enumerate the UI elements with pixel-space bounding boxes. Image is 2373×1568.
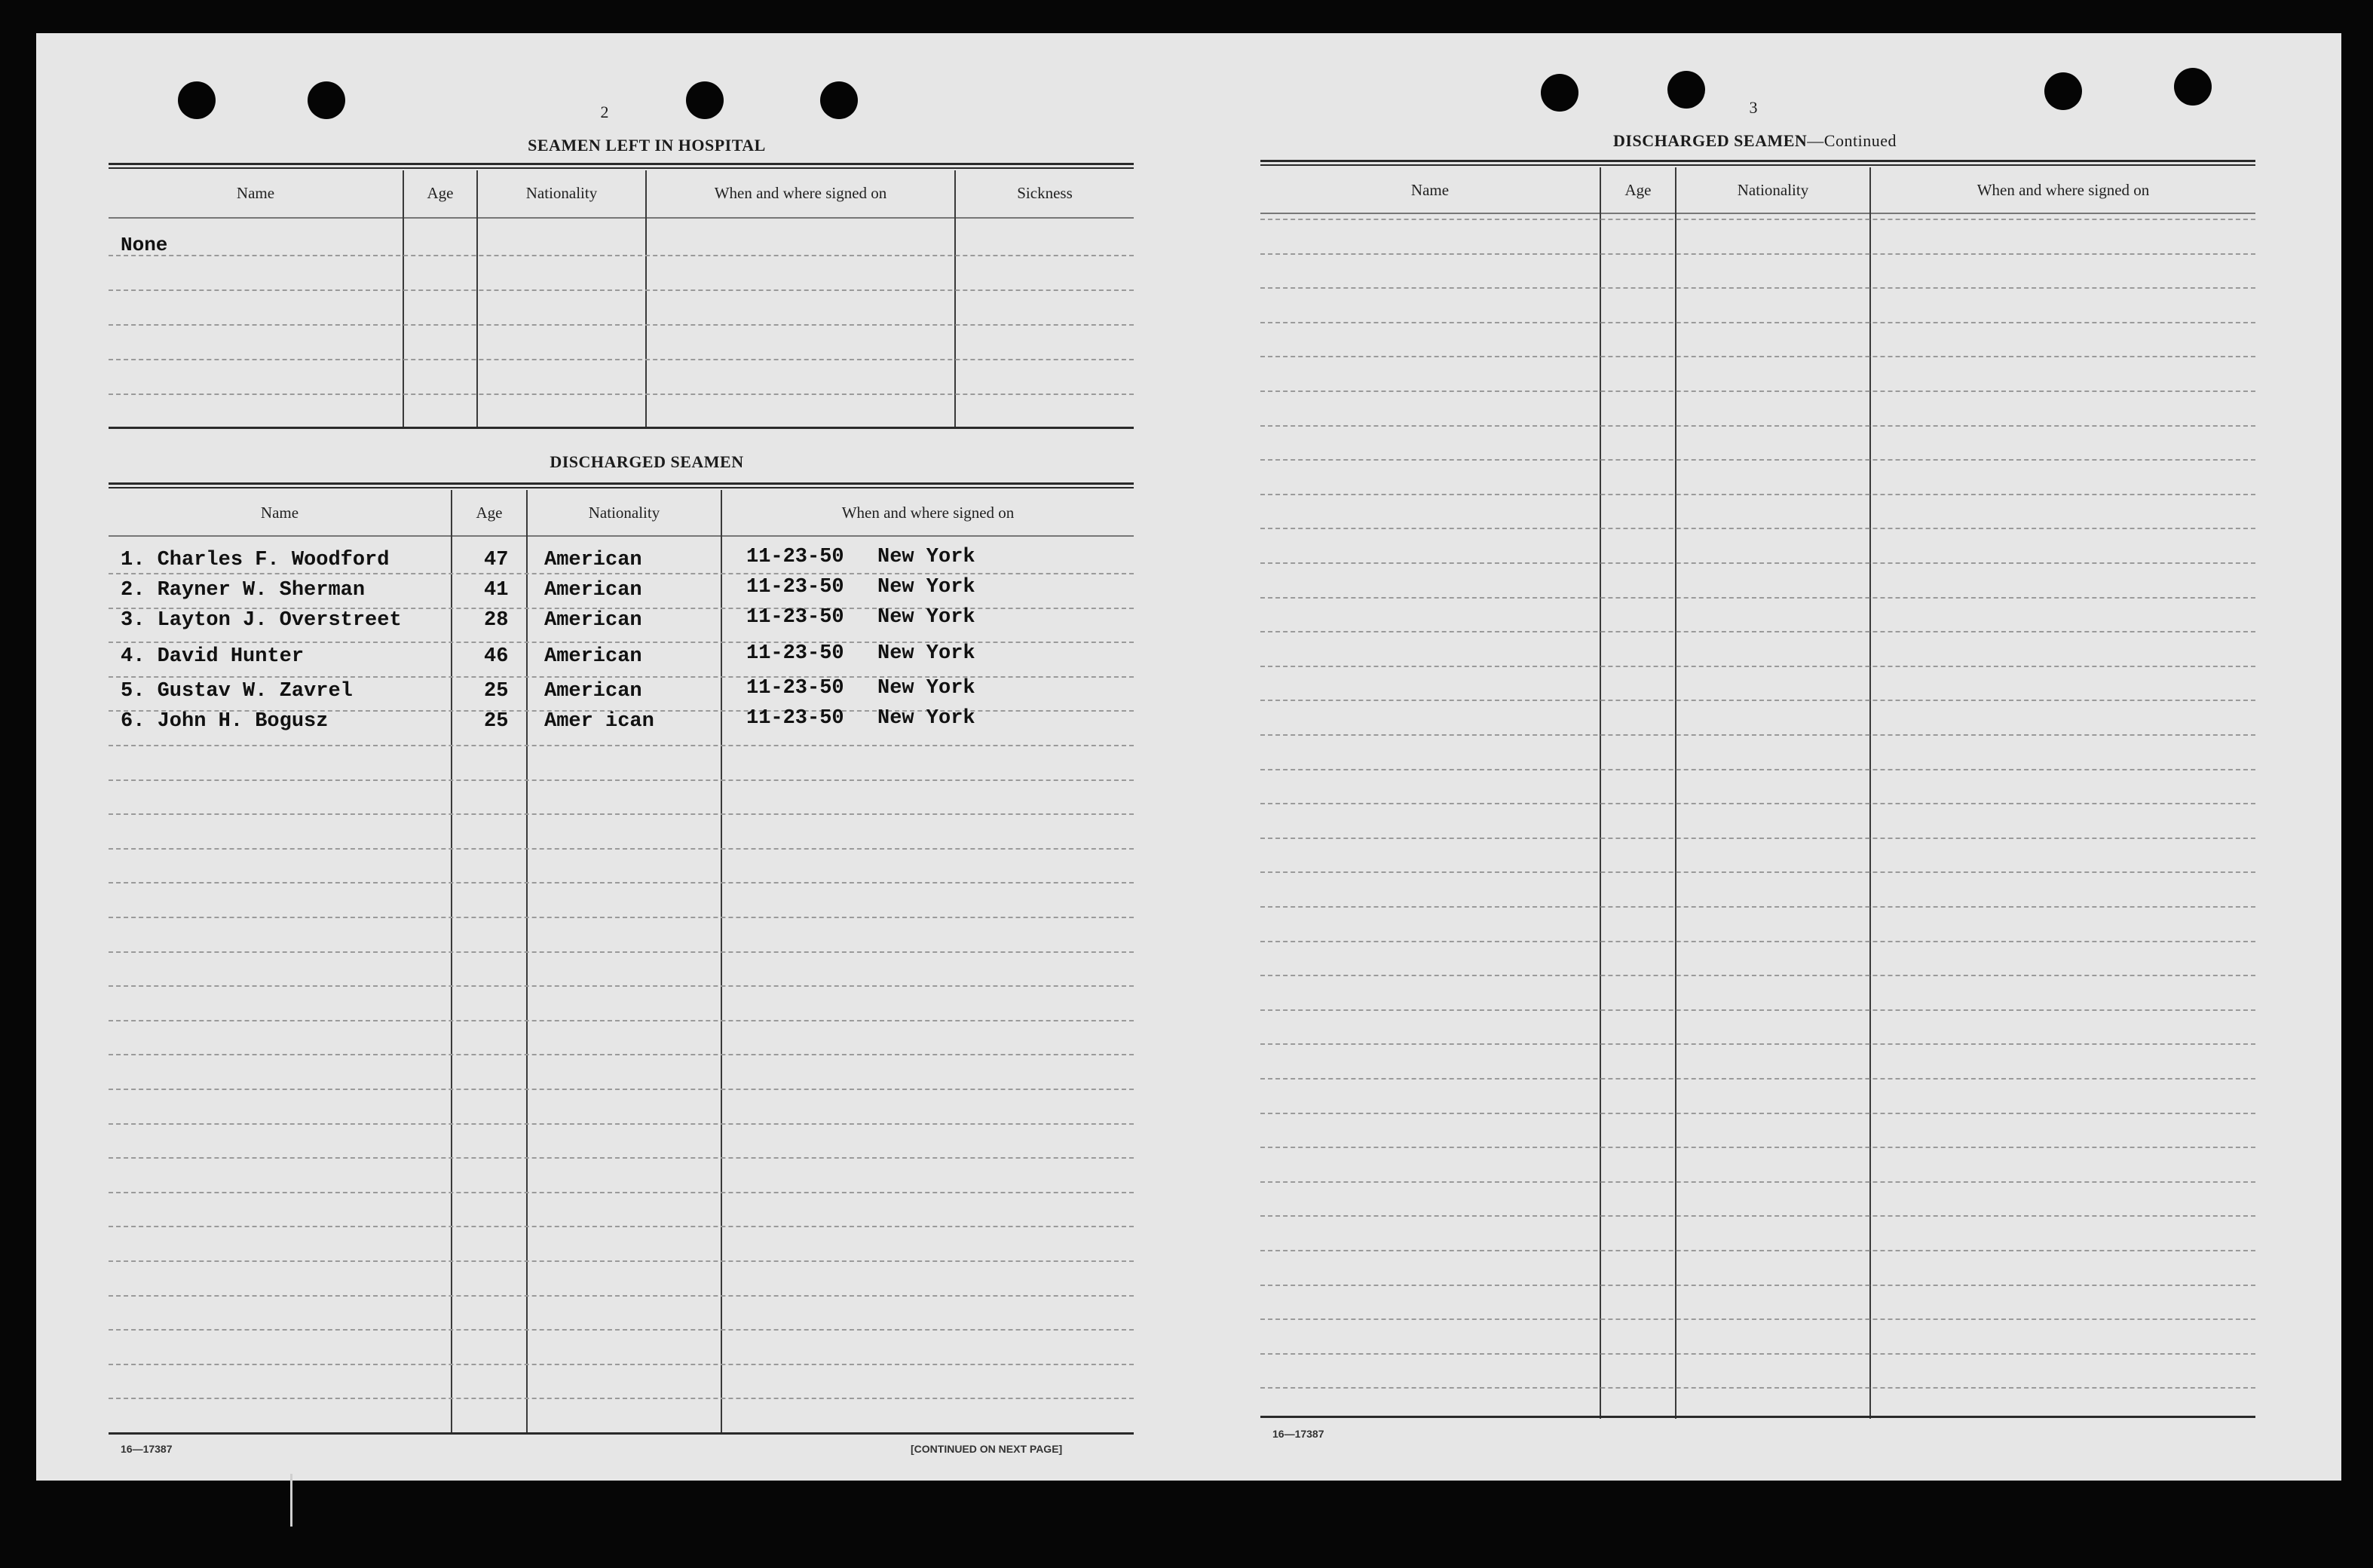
seaman-name: 3. Layton J. Overstreet (121, 609, 402, 632)
seaman-age: 41 (484, 579, 509, 602)
seaman-age: 46 (484, 645, 509, 668)
ruled-line (1260, 528, 2255, 529)
ruled-line (1260, 1078, 2255, 1080)
seaman-name: 5. Gustav W. Zavrel (121, 680, 353, 703)
ruled-line (1260, 390, 2255, 392)
signed-on-date: 11-23-50 (746, 642, 844, 665)
col-header-nationality: Nationality (588, 504, 660, 522)
binder-hole (2174, 68, 2212, 106)
seaman-name: 4. David Hunter (121, 645, 305, 668)
ruled-line (109, 1295, 1134, 1297)
ruled-line (1260, 975, 2255, 976)
ruled-line (109, 676, 1134, 678)
ruled-line (1260, 734, 2255, 736)
ruled-line (1260, 838, 2255, 839)
col-header-name: Name (236, 184, 275, 202)
discharged-continued-title (1506, 131, 2004, 151)
col-header-nationality: Nationality (525, 184, 598, 202)
ruled-line (1260, 1009, 2255, 1011)
ruled-line (109, 1157, 1134, 1159)
ruled-line (109, 1260, 1134, 1262)
ruled-line (109, 1226, 1134, 1227)
ruled-line (1260, 1387, 2255, 1389)
binder-hole (686, 81, 724, 119)
seaman-nationality: American (544, 645, 642, 668)
signed-on-date: 11-23-50 (746, 707, 844, 730)
discharged-table-top-rule (109, 482, 1134, 485)
binder-hole (820, 81, 858, 119)
ruled-line (1260, 700, 2255, 701)
hospital-row-line (109, 359, 1134, 360)
hospital-row-line (109, 394, 1134, 395)
title-main: DISCHARGED SEAMEN (1613, 131, 1808, 150)
ruled-line (1260, 425, 2255, 427)
binder-hole (1667, 71, 1705, 109)
ruled-line (1260, 871, 2255, 873)
ruled-line (109, 813, 1134, 815)
col-header-signed-on: When and where signed on (1976, 181, 2150, 199)
form-number-right: 16—17387 (1272, 1428, 1324, 1440)
title-suffix: —Continued (1807, 131, 1897, 150)
ruled-line (109, 985, 1134, 987)
hospital-col-divider (954, 170, 956, 427)
hospital-row-line (109, 255, 1134, 256)
right-table-top-rule (1260, 164, 2255, 166)
discharged-section-title: DISCHARGED SEAMEN (550, 452, 744, 471)
ruled-line (1260, 1250, 2255, 1251)
signed-on-place: New York (877, 576, 975, 599)
col-header-name: Name (1410, 181, 1450, 199)
right-col-divider (1869, 167, 1871, 1419)
discharged-col-divider (526, 490, 528, 1434)
ruled-line (109, 848, 1134, 850)
seaman-name: 6. John H. Bogusz (121, 710, 329, 733)
document-sheet (36, 33, 2341, 1481)
ruled-line (109, 1364, 1134, 1365)
hospital-table-top-rule (109, 167, 1134, 169)
continued-note: [CONTINUED ON NEXT PAGE] (911, 1443, 1063, 1455)
ruled-line (1260, 1181, 2255, 1183)
ruled-line (109, 917, 1134, 918)
scan-mark (290, 1474, 292, 1527)
ruled-line (109, 1329, 1134, 1331)
ruled-line (109, 1123, 1134, 1125)
hospital-col-divider (645, 170, 647, 427)
signed-on-place: New York (877, 707, 975, 730)
col-header-age: Age (427, 184, 454, 202)
ruled-line (109, 1020, 1134, 1021)
discharged-table-bottom-rule (109, 1432, 1134, 1435)
col-header-age: Age (1624, 181, 1652, 199)
ruled-line (109, 642, 1134, 643)
hospital-col-divider (476, 170, 478, 427)
ruled-line (109, 1192, 1134, 1193)
discharged-table-top-rule (109, 487, 1134, 488)
discharged-col-divider (721, 490, 722, 1434)
ruled-line (109, 951, 1134, 953)
ruled-line (109, 1089, 1134, 1090)
ruled-line (1260, 631, 2255, 632)
signed-on-place: New York (877, 606, 975, 629)
col-header-name: Name (260, 504, 299, 522)
binder-hole (1541, 74, 1578, 112)
ruled-line (109, 573, 1134, 574)
ruled-line (1260, 1147, 2255, 1148)
ruled-line (1260, 322, 2255, 323)
ruled-line (109, 882, 1134, 884)
seaman-age: 28 (484, 609, 509, 632)
ruled-line (1260, 219, 2255, 220)
hospital-table-bottom-rule (109, 427, 1134, 429)
hospital-header-rule (109, 217, 1134, 219)
right-col-divider (1600, 167, 1601, 1419)
ruled-line (1260, 769, 2255, 770)
signed-on-place: New York (877, 642, 975, 665)
ruled-line (1260, 941, 2255, 942)
col-header-age: Age (476, 504, 503, 522)
col-header-sickness: Sickness (1017, 184, 1073, 202)
ruled-line (1260, 1113, 2255, 1114)
signed-on-date: 11-23-50 (746, 606, 844, 629)
seaman-age: 25 (484, 710, 509, 733)
form-number-left: 16—17387 (121, 1443, 173, 1455)
seaman-nationality: American (544, 680, 642, 703)
seaman-nationality: American (544, 579, 642, 602)
ruled-line (1260, 666, 2255, 667)
ruled-line (1260, 1043, 2255, 1045)
hospital-row-line (109, 324, 1134, 326)
hospital-section-title: SEAMEN LEFT IN HOSPITAL (528, 136, 766, 155)
ruled-line (1260, 562, 2255, 564)
seaman-nationality: American (544, 609, 642, 632)
signed-on-place: New York (877, 546, 975, 568)
ruled-line (1260, 356, 2255, 357)
col-header-nationality: Nationality (1737, 181, 1809, 199)
ruled-line (1260, 906, 2255, 908)
seaman-name: 2. Rayner W. Sherman (121, 579, 366, 602)
seaman-age: 25 (484, 680, 509, 703)
ruled-line (1260, 803, 2255, 804)
ruled-line (109, 1054, 1134, 1055)
hospital-col-divider (403, 170, 404, 427)
binder-hole (308, 81, 345, 119)
binder-hole (178, 81, 216, 119)
right-table-top-rule (1260, 160, 2255, 162)
seaman-name: 1. Charles F. Woodford (121, 549, 390, 571)
discharged-col-divider (451, 490, 452, 1434)
ruled-line (1260, 1285, 2255, 1286)
ruled-line (109, 779, 1134, 781)
signed-on-date: 11-23-50 (746, 677, 844, 700)
right-table-bottom-rule (1260, 1416, 2255, 1418)
binder-hole (2044, 72, 2082, 110)
ruled-line (1260, 1318, 2255, 1320)
hospital-entry-none: None (121, 234, 168, 256)
right-col-divider (1675, 167, 1676, 1419)
ruled-line (1260, 597, 2255, 599)
ruled-line (1260, 287, 2255, 289)
ruled-line (1260, 253, 2255, 255)
ruled-line (1260, 459, 2255, 461)
signed-on-date: 11-23-50 (746, 576, 844, 599)
discharged-header-rule (109, 535, 1134, 537)
page-number-right: 3 (1749, 98, 1758, 117)
col-header-signed-on: When and where signed on (714, 184, 887, 202)
ruled-line (1260, 494, 2255, 495)
right-header-rule (1260, 213, 2255, 214)
signed-on-place: New York (877, 677, 975, 700)
ruled-line (1260, 1215, 2255, 1217)
seaman-nationality: American (544, 549, 642, 571)
signed-on-date: 11-23-50 (746, 546, 844, 568)
ruled-line (1260, 1353, 2255, 1355)
ruled-line (109, 1398, 1134, 1399)
seaman-nationality: Amer ican (544, 710, 654, 733)
col-header-signed-on: When and where signed on (841, 504, 1015, 522)
seaman-age: 47 (484, 549, 509, 571)
ruled-line (109, 745, 1134, 746)
hospital-table-top-rule (109, 163, 1134, 165)
hospital-row-line (109, 289, 1134, 291)
page-number-left: 2 (600, 103, 609, 121)
